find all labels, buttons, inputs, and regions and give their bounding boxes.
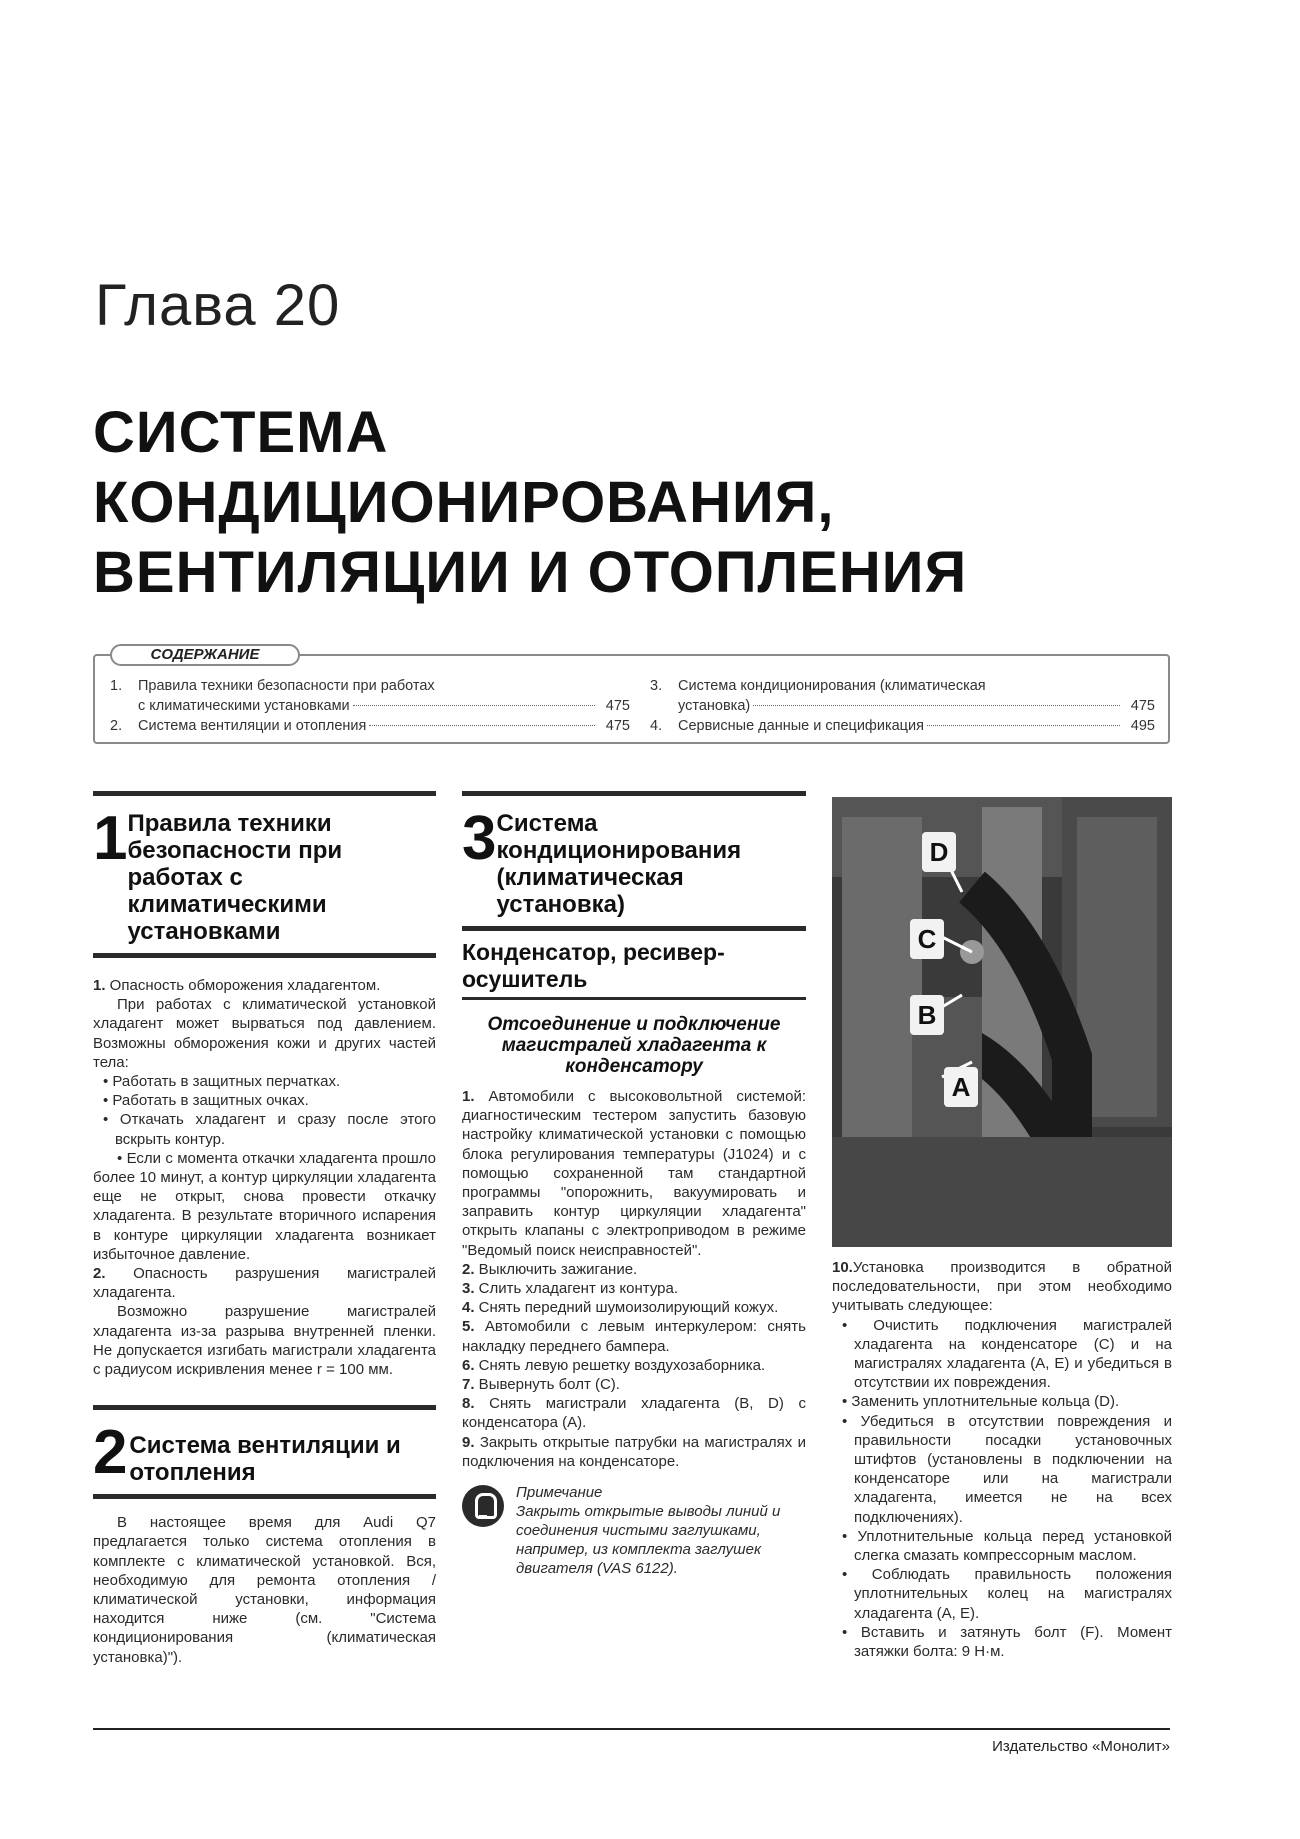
page-title bbox=[93, 398, 1243, 608]
subsubsection-heading: Отсоединение и подключение магистралей хладагента к конденсатору bbox=[487, 1014, 781, 1077]
step-text: Слить хладагент из контура. bbox=[474, 1280, 678, 1298]
bullet: • Если с момента откачки хладагента прошло более 10 минут, а контур циркуляции хладагента еще не открыт, снова провести откачку хладагента. В результате вторичного испарения в контуре циркуляции хладагента возникает избыточное давление. bbox=[93, 1149, 436, 1263]
section-1-header bbox=[93, 791, 436, 958]
toc-item-cont[interactable] bbox=[110, 696, 630, 716]
bullet: • Работать в защитных перчатках. bbox=[103, 1073, 341, 1091]
section-2-header bbox=[93, 1405, 436, 1499]
toc-text: с климатическими установками bbox=[138, 698, 350, 714]
step-text: Снять магистрали хладагента (B, D) с конденсатора (A). bbox=[462, 1395, 806, 1432]
step-num: 5. bbox=[462, 1318, 475, 1336]
step-text: Выключить зажигание. bbox=[474, 1260, 638, 1278]
note-text: Закрыть открытые выводы линий и соединения чистыми заглушками, например, из комплекта заглушек двигателя (VAS 6122). bbox=[516, 1503, 781, 1578]
section-title: Правила техники безопасности при работах с климатическими установками bbox=[127, 810, 343, 945]
bullet: • Убедиться в отсутствии повреждения и правильности посадки установочных штифтов (установлены в подключении на конденсаторе или на магистрали хладагента, имеется не на всех подключениях). bbox=[842, 1412, 1172, 1526]
section-number: 3 bbox=[462, 804, 497, 873]
step-text: Установка производится в обратной последовательности, при этом необходимо учитывать следующее: bbox=[832, 1259, 1172, 1315]
step-num: 4. bbox=[462, 1299, 475, 1317]
bullet: • Заменить уплотнительные кольца (D). bbox=[842, 1393, 1120, 1411]
photo-label-b: B bbox=[910, 995, 944, 1035]
section-3-steps bbox=[462, 1087, 806, 1471]
toc-num: 1. bbox=[110, 678, 123, 694]
item-num: 1. bbox=[93, 977, 106, 994]
toc-page: 475 bbox=[1130, 698, 1155, 714]
engine-bay-illustration bbox=[832, 797, 1172, 1247]
column-right bbox=[832, 1258, 1172, 1661]
condenser-photo bbox=[832, 797, 1172, 1247]
bullet: • Вставить и затянуть болт (F). Момент затяжки болта: 9 Н·м. bbox=[842, 1623, 1172, 1661]
column-left bbox=[93, 791, 436, 1667]
paragraph: При работах с климатической установкой хладагент может вырваться под давлением. Возможны обморожения кожи и других частей тела: bbox=[93, 996, 436, 1071]
toc-num: 3. bbox=[650, 678, 663, 694]
step-num: 10. bbox=[832, 1259, 853, 1276]
section-title: Система вентиляции и отопления bbox=[129, 1432, 401, 1487]
step-num: 1. bbox=[462, 1088, 475, 1105]
toc-text: Сервисные данные и спецификация bbox=[678, 718, 924, 734]
toc-page: 475 bbox=[605, 718, 630, 734]
title-line-1: СИСТЕМА bbox=[93, 400, 389, 465]
toc-page: 495 bbox=[1130, 718, 1155, 734]
section-number: 2 bbox=[93, 1418, 128, 1488]
toc-dots bbox=[753, 705, 1120, 706]
chapter-heading: Глава 20 bbox=[95, 273, 341, 338]
page-footer bbox=[93, 1728, 1170, 1755]
toc-dots bbox=[353, 705, 595, 706]
toc-text: Система кондиционирования (климатическая bbox=[678, 678, 986, 694]
bullet: • Работать в защитных очках. bbox=[103, 1092, 309, 1110]
bullet: • Очистить подключения магистралей хладагента на конденсаторе (C) и на магистралях хладагента (A, E) и убедиться в отсутствии их повреждения. bbox=[842, 1316, 1172, 1392]
toc-item[interactable] bbox=[650, 676, 1155, 696]
toc-left bbox=[110, 676, 630, 736]
photo-label-a: A bbox=[944, 1067, 978, 1107]
column-middle bbox=[462, 791, 806, 1578]
title-line-2: КОНДИЦИОНИРОВАНИЯ, bbox=[93, 470, 835, 535]
step-text: Вывернуть болт (C). bbox=[474, 1376, 620, 1394]
bullet: • Соблюдать правильность положения уплотнительных колец на магистралях хладагента (A, E). bbox=[842, 1566, 1172, 1622]
toc-right bbox=[650, 676, 1155, 736]
step-text: Снять левую решетку воздухозаборника. bbox=[474, 1356, 766, 1374]
step-num: 3. bbox=[462, 1280, 475, 1298]
toc-item[interactable] bbox=[110, 676, 630, 696]
step-text: Снять передний шумоизолирующий кожух. bbox=[474, 1299, 779, 1317]
step-num: 2. bbox=[462, 1260, 475, 1278]
toc-text: установка) bbox=[678, 698, 751, 714]
toc-text: Система вентиляции и отопления bbox=[138, 718, 367, 734]
step-text: Закрыть открытые патрубки на магистралях и подключения на конденсаторе. bbox=[462, 1433, 806, 1470]
section-3-continued bbox=[832, 1258, 1172, 1661]
step-num: 7. bbox=[462, 1376, 475, 1394]
publisher-name: Издательство «Монолит» bbox=[992, 1738, 1170, 1755]
bullet: • Откачать хладагент и сразу после этого вскрыть контур. bbox=[103, 1111, 436, 1148]
paragraph: Опасность разрушения магистралей хладагента. bbox=[93, 1265, 436, 1302]
note-block bbox=[462, 1483, 806, 1578]
toc-item[interactable] bbox=[110, 716, 630, 736]
step-text: Автомобили с левым интеркулером: снять накладку переднего бампера. bbox=[462, 1318, 806, 1355]
contents-box bbox=[93, 646, 1170, 744]
step-num: 8. bbox=[462, 1395, 475, 1413]
contents-label: СОДЕРЖАНИЕ bbox=[110, 644, 300, 666]
section-1-body bbox=[93, 976, 436, 1379]
section-2-body bbox=[93, 1513, 436, 1667]
section-3-header bbox=[462, 791, 806, 931]
toc-text: Правила техники безопасности при работах bbox=[138, 678, 435, 694]
note-label: Примечание bbox=[516, 1484, 603, 1502]
step-num: 6. bbox=[462, 1356, 475, 1374]
step-text: Автомобили с высоковольтной системой: диагностическим тестером запустить базовую настройку климатической установки с помощью блока регулирования температуры (J1024) и с помощью сохраненной там стандартной программы "опорожнить, вакуумировать и заправить контур циркуляции хладагента" открыть клапаны с электроприводом в режиме "Ведомый поиск неисправностей". bbox=[462, 1088, 806, 1259]
paragraph: В настоящее время для Audi Q7 предлагается только система отопления в комплекте с климатической установкой. Вся, необходимую для ремонта отопления / климатической установки, информация находится ниже (см. "Система кондиционирования (климатическая установка)"). bbox=[93, 1514, 436, 1666]
title-line-3: ВЕНТИЛЯЦИИ И ОТОПЛЕНИЯ bbox=[93, 540, 968, 605]
section-number: 1 bbox=[93, 804, 128, 873]
bullet: • Уплотнительные кольца перед установкой слегка смазать компрессорным маслом. bbox=[842, 1527, 1172, 1565]
photo-label-c: C bbox=[910, 919, 944, 959]
toc-dots bbox=[369, 725, 595, 726]
paragraph: Опасность обморожения хладагентом. bbox=[105, 977, 381, 994]
toc-num: 2. bbox=[110, 718, 123, 734]
toc-page: 475 bbox=[605, 698, 630, 714]
toc-dots bbox=[927, 725, 1120, 726]
toc-num: 4. bbox=[650, 718, 663, 734]
paragraph: Возможно разрушение магистралей хладагента из-за разрыва внутренней пленки. Не допускается изгибать магистрали хладагента с радиусом искривления менее r = 100 мм. bbox=[93, 1303, 436, 1379]
item-num: 2. bbox=[93, 1265, 106, 1283]
lightbulb-icon bbox=[462, 1485, 504, 1527]
toc-item[interactable] bbox=[650, 716, 1155, 736]
toc-item-cont[interactable] bbox=[650, 696, 1155, 716]
section-title: Система кондиционирования (климатическая установка) bbox=[496, 810, 742, 918]
subsection-heading: Конденсатор, ресивер-осушитель bbox=[462, 931, 806, 1000]
photo-label-d: D bbox=[922, 832, 956, 872]
step-num: 9. bbox=[462, 1433, 475, 1451]
